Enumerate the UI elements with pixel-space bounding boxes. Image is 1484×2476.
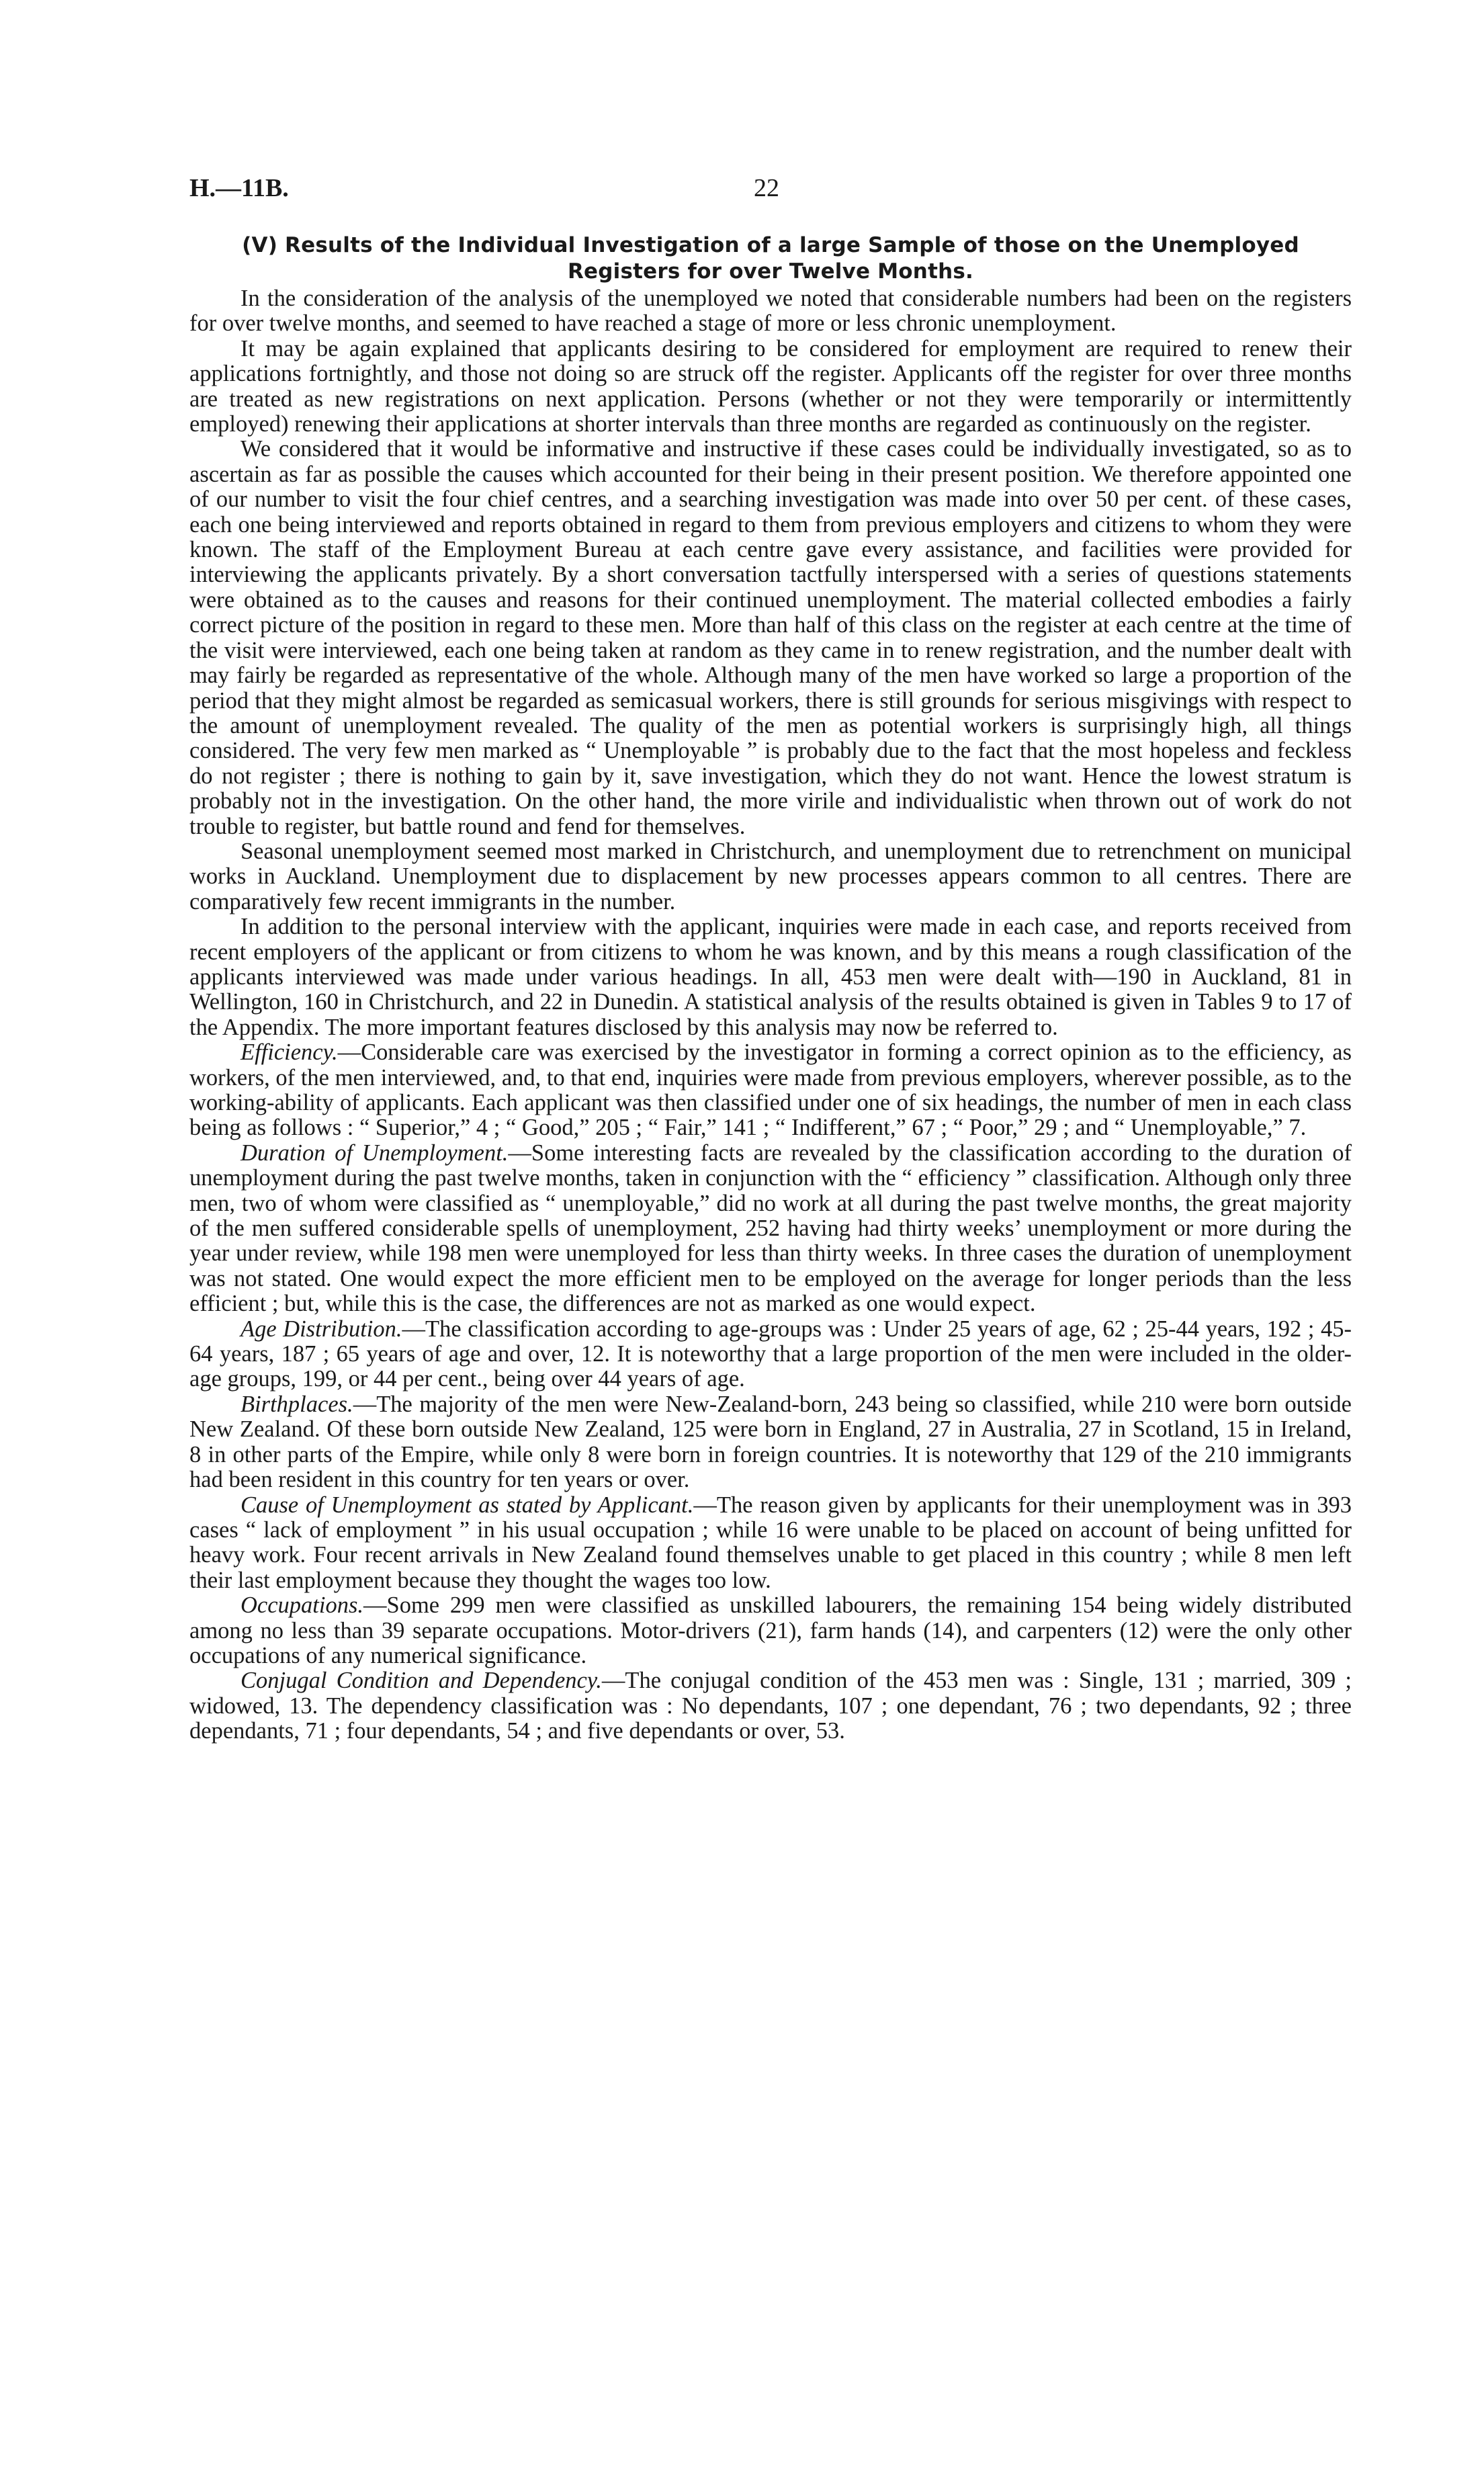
paragraph-text: —The conjugal condition of the 453 men was : Single, 131 ; married, 309 ; widowed, 13. The dependency classification was : No dependants, 107 ; one dependant, 76 ; two dependants, 92 ; three dependants, 71 ; four dependants, 54 ; and five dependants or over, 53. [189, 1668, 1352, 1744]
paragraph-text: —The majority of the men were New-Zealand-born, 243 being so classified, while 210 were born outside New Zealand. Of these born outside New Zealand, 125 were born in England, 27 in Australia, 27 in Scotland, 15 in Ireland, 8 in other parts of the Empire, while only 8 were born in foreign countries. It is noteworthy that 129 of the 210 immigrants had been resident in this country for ten years or over. [189, 1391, 1352, 1493]
section-title-line-2: Registers for over Twelve Months. [567, 259, 973, 284]
paragraph-text: In the consideration of the analysis of the unemployed we noted that considerable numbers had been on the registers for over twelve months, and seemed to have reached a stage of more or less chronic unemployment. [189, 286, 1352, 337]
paragraph-text: We considered that it would be informative and instructive if these cases could be individually investigated, so as to ascertain as far as possible the causes which accounted for their being in their present position. We therefore appointed one of our number to visit the four chief centres, and a searching investigation was made into over 50 per cent. of these cases, each one being interviewed and reports obtained in regard to them from previous employers and citizens to whom they were known. The staff of the Employment Bureau at each centre gave every assistance, and facilities were provided for interviewing the applicants privately. By a short conversation tactfully interspersed with a series of questions statements were obtained as to the causes and reasons for their continued unemployment. The material collected embodies a fairly correct picture of the position in regard to these men. More than half of this class on the register at each centre at the time of the visit were interviewed, each one being taken at random as they came in to renew registration, and the number dealt with may fairly be regarded as representative of the whole. Although many of the men have worked so large a proportion of the period that they might almost be regarded as semicasual workers, there is still grounds for serious misgivings with respect to the amount of unemployment revealed. The quality of the men as potential workers is surprisingly high, all things considered. The very few men marked as “ Unemployable ” is probably due to the fact that the most hopeless and feckless do not register ; there is nothing to gain by it, save investigation, which they do not want. Hence the lowest stratum is probably not in the investigation. On the other hand, the more virile and individualistic when thrown out of work do not trouble to register, but battle round and fend for themselves. [189, 436, 1352, 839]
running-head [189, 173, 1352, 214]
page-number: 22 [754, 174, 779, 202]
paragraph-intro [189, 286, 1352, 337]
paragraph-text: —Some 299 men were classified as unskilled labourers, the remaining 154 being widely distributed among no less than 39 separate occupations. Motor-drivers (21), farm hands (14), and carpenters (12) were the only other occupations of any numerical significance. [189, 1592, 1352, 1668]
paragraph-lead: Conjugal Condition and Dependency. [241, 1668, 602, 1694]
paragraph-duration [189, 1141, 1352, 1317]
body-text [189, 286, 1352, 1744]
paragraph-text: It may be again explained that applicants desiring to be considered for employment are required to renew their applications fortnightly, and those not doing so are struck off the register. Applicants off the register for over three months are treated as new registrations on next application. Persons (whether or not they were temporarily or intermittently employed) renewing their applications at shorter intervals than three months are regarded as continuously on the register. [189, 335, 1352, 437]
paragraph-cause [189, 1493, 1352, 1594]
document-page [189, 173, 1352, 1744]
paragraph-text: —The reason given by applicants for their unemployment was in 393 cases “ lack of employment ” in his usual occupation ; while 16 were unable to be placed on account of being unfitted for heavy work. Four recent arrivals in New Zealand found themselves unable to get placed in this country ; while 8 men left their last employment because they thought the wages too low. [189, 1492, 1352, 1593]
section-title [189, 232, 1352, 285]
paragraph-age-distribution [189, 1317, 1352, 1392]
paragraph-registration-rules [189, 337, 1352, 437]
paragraph-lead: Cause of Unemployment as stated by Applicant. [241, 1492, 694, 1518]
paragraph-lead: Efficiency. [241, 1039, 338, 1066]
paragraph-text: —The classification according to age-groups was : Under 25 years of age, 62 ; 25-44 years, 192 ; 45-64 years, 187 ; 65 years of age and over, 12. It is noteworthy that a large proportion of the men were included in the older-age groups, 199, or 44 per cent., being over 44 years of age. [189, 1316, 1352, 1392]
paragraph-investigation [189, 437, 1352, 839]
paragraph-text: In addition to the personal interview with the applicant, inquiries were made in each case, and reports received from recent employers of the applicant or from citizens to whom he was known, and by this means a rough classification of the applicants interviewed was made under various headings. In all, 453 men were dealt with—190 in Auckland, 81 in Wellington, 160 in Christchurch, and 22 in Dunedin. A statistical analysis of the results obtained is given in Tables 9 to 17 of the Appendix. The more important features disclosed by this analysis may now be referred to. [189, 914, 1352, 1040]
paragraph-classification [189, 914, 1352, 1040]
paragraph-lead: Birthplaces. [241, 1391, 353, 1417]
document-code: H.—11B. [189, 174, 289, 202]
paragraph-text: —Considerable care was exercised by the investigator in forming a correct opinion as to the efficiency, as workers, of the men interviewed, and, to that end, inquiries were made from previous employers, wherever possible, as to the working-ability of applicants. Each applicant was then classified under one of six headings, the number of men in each class being as follows : “ Superior,” 4 ; “ Good,” 205 ; “ Fair,” 141 ; “ Indifferent,” 67 ; “ Poor,” 29 ; and “ Unemployable,” 7. [189, 1039, 1352, 1141]
paragraph-occupations [189, 1593, 1352, 1668]
paragraph-lead: Duration of Unemployment. [241, 1140, 509, 1166]
paragraph-efficiency [189, 1040, 1352, 1141]
paragraph-lead: Occupations. [241, 1592, 364, 1619]
paragraph-seasonal-unemployment [189, 839, 1352, 914]
paragraph-text: —Some interesting facts are revealed by the classification according to the duration of unemployment during the past twelve months, taken in conjunction with the “ efficiency ” classification. Although only three men, two of whom were classified as “ unemployable,” did no work at all during the past twelve months, the great majority of the men suffered considerable spells of unemployment, 252 having had thirty weeks’ unemployment or more during the year under review, while 198 men were unemployed for less than thirty weeks. In three cases the duration of unemployment was not stated. One would expect the more efficient men to be employed on the average for longer periods than the less efficient ; but, while this is the case, the differences are not as marked as one would expect. [189, 1140, 1352, 1317]
paragraph-lead: Age Distribution. [241, 1316, 402, 1342]
paragraph-conjugal-condition [189, 1668, 1352, 1744]
section-title-line-1: (V) Results of the Individual Investigation of a large Sample of those on the Unemployed [242, 233, 1299, 257]
paragraph-text: Seasonal unemployment seemed most marked in Christchurch, and unemployment due to retrenchment on municipal works in Auckland. Unemployment due to displacement by new processes appears common to all centres. There are comparatively few recent immigrants in the number. [189, 838, 1352, 914]
paragraph-birthplaces [189, 1392, 1352, 1493]
